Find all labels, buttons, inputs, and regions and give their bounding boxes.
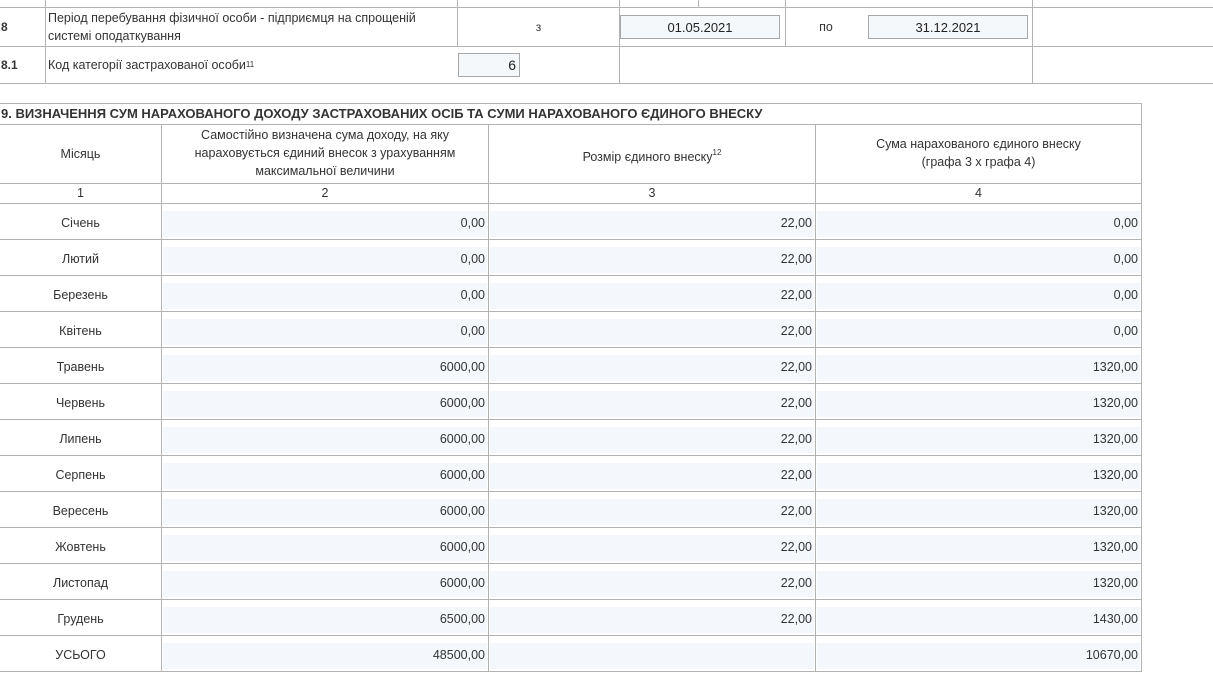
sum-value[interactable]: 0,00: [1113, 324, 1138, 338]
sum-value[interactable]: 0,00: [1113, 288, 1138, 302]
row-divider: [0, 419, 1142, 420]
col-header-rate-sup: 12: [712, 148, 722, 157]
row8-code: 8: [1, 20, 8, 34]
total-label: УСЬОГО: [55, 648, 106, 662]
month-label: Березень: [53, 288, 108, 302]
insured-category-code-field[interactable]: 6: [458, 53, 520, 77]
sum-value[interactable]: 1320,00: [1092, 360, 1138, 374]
period-from-field[interactable]: 01.05.2021: [620, 15, 780, 39]
income-value[interactable]: 6000,00: [439, 360, 485, 374]
row-divider: [0, 527, 1142, 528]
income-value[interactable]: 0,00: [460, 288, 485, 302]
row8-from-label: з: [535, 20, 542, 34]
income-value[interactable]: 6000,00: [439, 468, 485, 482]
row8-label-line1: Період перебування фізичної особи - підприємця на спрощеній: [48, 11, 416, 25]
income-value[interactable]: 6000,00: [439, 576, 485, 590]
sum-value[interactable]: 10670,00: [1085, 648, 1138, 662]
rate-value[interactable]: [490, 645, 812, 665]
col-number-1: 1: [77, 186, 84, 200]
sum-value[interactable]: 0,00: [1113, 252, 1138, 266]
row-divider: [0, 311, 1142, 312]
month-label: Червень: [55, 396, 106, 410]
rate-value[interactable]: 22,00: [780, 468, 812, 482]
income-value[interactable]: 0,00: [460, 252, 485, 266]
month-label: Лютий: [62, 252, 99, 266]
month-label: Грудень: [57, 612, 104, 626]
rate-value[interactable]: 22,00: [780, 576, 812, 590]
rate-value[interactable]: 22,00: [780, 288, 812, 302]
col-header-month: Місяць: [60, 147, 101, 161]
col-header-income-line3: максимальної величини: [255, 164, 395, 178]
rate-value[interactable]: 22,00: [780, 252, 812, 266]
col-header-income: [162, 126, 488, 180]
col-header-rate-text: Розмір єдиного внеску: [582, 150, 713, 165]
sum-value[interactable]: 0,00: [1113, 216, 1138, 230]
col-header-income-line2: нараховується єдиний внесок з урахуванням: [194, 146, 456, 160]
rate-value[interactable]: 22,00: [780, 396, 812, 410]
row-divider: [0, 275, 1142, 276]
section9-title: 9. ВИЗНАЧЕННЯ СУМ НАРАХОВАНОГО ДОХОДУ ЗАСТРАХОВАНИХ ОСІБ ТА СУМИ НАРАХОВАНОГО ЄДИНОГО ВНЕСКУ: [1, 106, 763, 121]
col-number-4: 4: [975, 186, 982, 200]
month-label: Жовтень: [55, 540, 106, 554]
row-divider: [0, 455, 1142, 456]
rate-value[interactable]: 22,00: [780, 504, 812, 518]
month-label: Травень: [56, 360, 105, 374]
rate-value[interactable]: 22,00: [780, 216, 812, 230]
rate-value[interactable]: 22,00: [780, 540, 812, 554]
row-divider: [0, 383, 1142, 384]
income-value[interactable]: 0,00: [460, 324, 485, 338]
row-divider: [0, 491, 1142, 492]
row-divider: [0, 239, 1142, 240]
sum-value[interactable]: 1320,00: [1092, 468, 1138, 482]
income-value[interactable]: 6500,00: [439, 612, 485, 626]
sum-value[interactable]: 1430,00: [1092, 612, 1138, 626]
row81-label: [48, 47, 453, 83]
month-label: Вересень: [52, 504, 109, 518]
income-value[interactable]: 6000,00: [439, 396, 485, 410]
sum-value[interactable]: 1320,00: [1092, 396, 1138, 410]
col-number-2: 2: [321, 186, 329, 200]
period-to-field[interactable]: 31.12.2021: [868, 15, 1028, 39]
income-value[interactable]: 6000,00: [439, 540, 485, 554]
col-header-rate: [489, 145, 815, 166]
row-divider: [0, 347, 1142, 348]
rate-value[interactable]: 22,00: [780, 360, 812, 374]
rate-value[interactable]: 22,00: [780, 324, 812, 338]
col-header-sum-line1: Сума нарахованого єдиного внеску: [876, 137, 1081, 151]
row-divider: [0, 671, 1142, 672]
row-divider: [0, 599, 1142, 600]
sum-value[interactable]: 1320,00: [1092, 540, 1138, 554]
rate-value[interactable]: 22,00: [780, 612, 812, 626]
row8-to-label: по: [819, 20, 833, 34]
month-label: Листопад: [53, 576, 108, 590]
col-header-sum: [816, 135, 1141, 171]
col-header-sum-line2: (графа 3 х графа 4): [921, 155, 1036, 169]
row8-label: [48, 9, 453, 45]
col-number-3: 3: [648, 186, 656, 200]
sum-value[interactable]: 1320,00: [1092, 504, 1138, 518]
income-value[interactable]: 6000,00: [439, 504, 485, 518]
income-value[interactable]: 0,00: [460, 216, 485, 230]
row8-label-line2: системі оподаткування: [48, 29, 181, 43]
income-value[interactable]: 48500,00: [432, 648, 485, 662]
month-label: Липень: [59, 432, 102, 446]
col-header-income-line1: Самостійно визначена сума доходу, на яку: [201, 128, 449, 142]
sum-value[interactable]: 1320,00: [1092, 576, 1138, 590]
month-label: Серпень: [55, 468, 106, 482]
row81-code: 8.1: [1, 58, 18, 72]
row81-label-sup: 11: [245, 59, 255, 69]
month-label: Квітень: [59, 324, 102, 338]
month-label: Січень: [61, 216, 100, 230]
sum-value[interactable]: 1320,00: [1092, 432, 1138, 446]
row-divider: [0, 563, 1142, 564]
row81-label-text: Код категорії застрахованої особи: [48, 58, 246, 72]
income-value[interactable]: 6000,00: [439, 432, 485, 446]
rate-value[interactable]: 22,00: [780, 432, 812, 446]
row-divider: [0, 635, 1142, 636]
